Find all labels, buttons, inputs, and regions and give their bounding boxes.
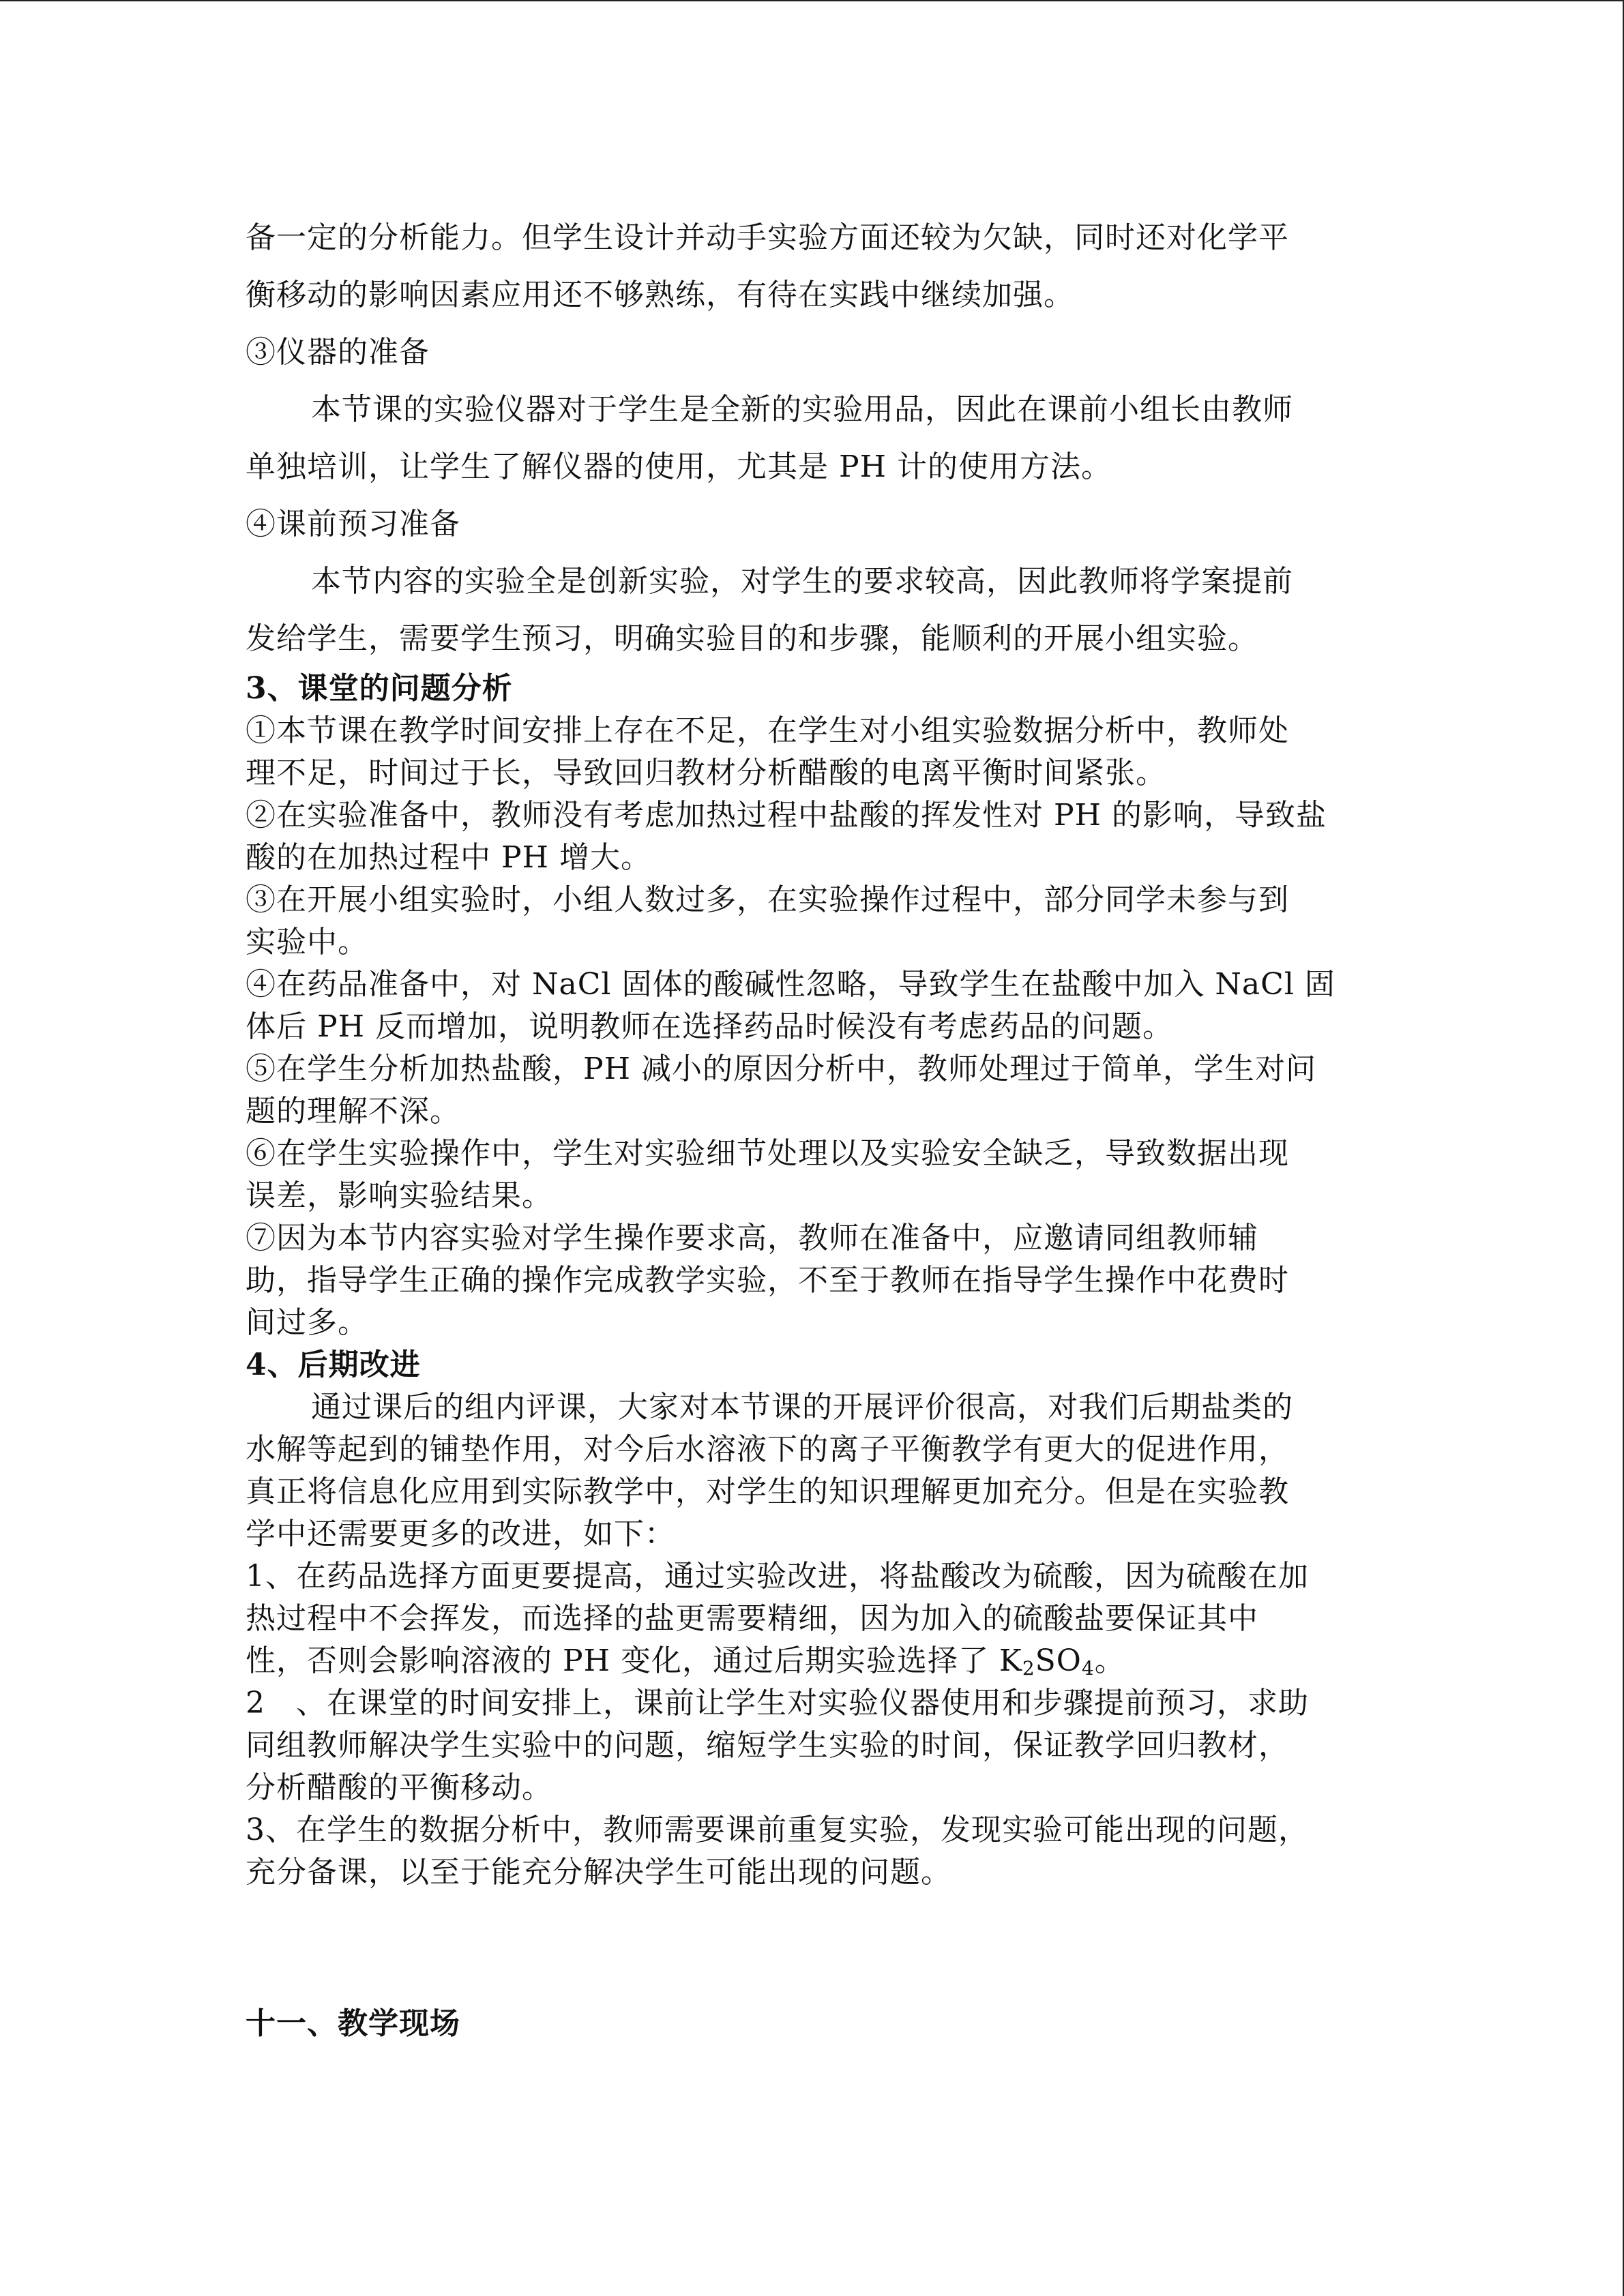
section4-line-k2so4 — [246, 1640, 1378, 1682]
section3-line-6: 实验中。 — [246, 925, 368, 959]
section4-line-3: 真正将信息化应用到实际教学中，对学生的知识理解更加充分。但是在实验教 — [246, 1474, 1289, 1509]
section4-tail-line-2: 同组教师解决学生实验中的问题，缩短学生实验的时间，保证教学回归教材， — [246, 1728, 1289, 1763]
section3-line-5: ③在开展小组实验时，小组人数过多，在实验操作过程中，部分同学未参与到 — [246, 882, 1289, 917]
section3-line-9: ⑤在学生分析加热盐酸，PH 减小的原因分析中，教师处理过于简单，学生对问 — [246, 1052, 1316, 1086]
section3-line-3: ②在实验准备中，教师没有考虑加热过程中盐酸的挥发性对 PH 的影响，导致盐 — [246, 798, 1327, 833]
section3-heading: 3、课堂的问题分析 — [246, 671, 513, 706]
k2so4-end: 。 — [1094, 1643, 1125, 1678]
instrument-prep-line-2: 单独培训，让学生了解仪器的使用，尤其是 PH 计的使用方法。 — [246, 449, 1112, 484]
section3-line-8: 体后 PH 反而增加，说明教师在选择药品时候没有考虑药品的问题。 — [246, 1009, 1173, 1044]
section4-tail-line-1: 2 、在课堂的时间安排上，课前让学生对实验仪器使用和步骤提前预习，求助 — [246, 1686, 1309, 1720]
section3-line-14: 助，指导学生正确的操作完成教学实验，不至于教师在指导学生操作中花费时 — [246, 1263, 1289, 1298]
intro-line-1: 备一定的分析能力。但学生设计并动手实验方面还较为欠缺，同时还对化学平 — [246, 220, 1289, 255]
section3-line-7: ④在药品准备中，对 NaCl 固体的酸碱性忽略，导致学生在盐酸中加入 NaCl 固 — [246, 967, 1335, 1002]
section11-heading: 十一、教学现场 — [246, 2006, 460, 2041]
section3-line-13: ⑦因为本节内容实验对学生操作要求高，教师在准备中，应邀请同组教师辅 — [246, 1221, 1258, 1255]
section4-line-5: 1、在药品选择方面更要提高，通过实验改进，将盐酸改为硫酸，因为硫酸在加 — [246, 1559, 1309, 1594]
k2so4-mid: SO — [1035, 1643, 1082, 1678]
preview-prep-line-2: 发给学生，需要学生预习，明确实验目的和步骤，能顺利的开展小组实验。 — [246, 621, 1258, 656]
preview-prep-line-1: 本节内容的实验全是创新实验，对学生的要求较高，因此教师将学案提前 — [311, 564, 1293, 599]
instrument-prep-line-1: 本节课的实验仪器对于学生是全新的实验用品，因此在课前小组长由教师 — [311, 392, 1293, 427]
section3-line-4: 酸的在加热过程中 PH 增大。 — [246, 840, 651, 875]
section3-line-15: 间过多。 — [246, 1305, 368, 1340]
k2so4-sub-2: 4 — [1081, 1657, 1095, 1680]
section4-line-6: 热过程中不会挥发，而选择的盐更需要精细，因为加入的硫酸盐要保证其中 — [246, 1601, 1258, 1636]
section3-line-1: ①本节课在教学时间安排上存在不足，在学生对小组实验数据分析中，教师处 — [246, 713, 1289, 748]
section4-tail-line-3: 分析醋酸的平衡移动。 — [246, 1770, 552, 1805]
section4-line-4: 学中还需要更多的改进，如下： — [246, 1517, 675, 1551]
intro-line-2: 衡移动的影响因素应用还不够熟练，有待在实践中继续加强。 — [246, 278, 1074, 312]
section3-line-11: ⑥在学生实验操作中，学生对实验细节处理以及实验安全缺乏，导致数据出现 — [246, 1136, 1289, 1171]
section4-tail-line-4: 3、在学生的数据分析中，教师需要课前重复实验，发现实验可能出现的问题， — [246, 1813, 1309, 1847]
section3-line-12: 误差，影响实验结果。 — [246, 1178, 552, 1213]
section4-tail-line-5: 充分备课，以至于能充分解决学生可能出现的问题。 — [246, 1855, 951, 1890]
k2so4-prefix: 性，否则会影响溶液的 PH 变化，通过后期实验选择了 K — [246, 1643, 1022, 1678]
document-body — [246, 209, 1378, 2045]
section3-line-2: 理不足，时间过于长，导致回归教材分析醋酸的电离平衡时间紧张。 — [246, 756, 1166, 790]
section3-line-10: 题的理解不深。 — [246, 1094, 460, 1129]
subheading-instrument-prep: ③仪器的准备 — [246, 335, 430, 370]
section4-line-2: 水解等起到的铺垫作用，对今后水溶液下的离子平衡教学有更大的促进作用， — [246, 1432, 1289, 1467]
subheading-preview-prep: ④课前预习准备 — [246, 507, 460, 541]
k2so4-sub-1: 2 — [1022, 1657, 1035, 1680]
section4-heading: 4、后期改进 — [246, 1347, 421, 1382]
section4-line-1: 通过课后的组内评课，大家对本节课的开展评价很高，对我们后期盐类的 — [311, 1390, 1293, 1425]
